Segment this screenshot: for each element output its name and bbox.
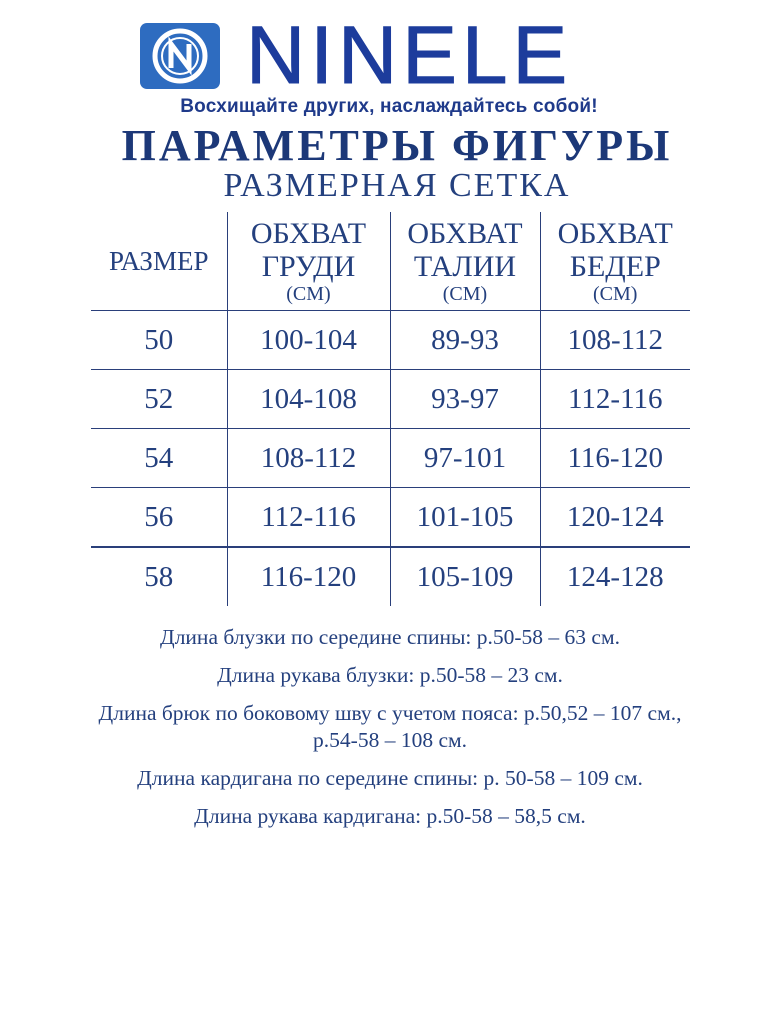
waist-cell: 101-105	[390, 488, 540, 548]
waist-cell: 89-93	[390, 311, 540, 370]
hips-cell: 124-128	[540, 547, 690, 606]
chest-cell: 108-112	[227, 429, 390, 488]
size-cell: 58	[91, 547, 227, 606]
size-cell: 54	[91, 429, 227, 488]
size-chart-table	[91, 212, 690, 606]
note-cardigan-length: Длина кардигана по середине спины: р. 50-58 – 109 см.	[137, 766, 643, 790]
chest-cell: 100-104	[227, 311, 390, 370]
note-blouse-sleeve: Длина рукава блузки: р.50-58 – 23 см.	[217, 663, 563, 687]
size-cell: 56	[91, 488, 227, 548]
note-blouse-length: Длина блузки по середине спины: р.50-58 – 63 см.	[160, 625, 620, 649]
column-header-label: ТАЛИИ	[413, 250, 517, 283]
column-header-hips	[540, 212, 690, 311]
table-row	[91, 370, 690, 429]
slogan: Восхищайте других, наслаждайтесь собой!	[180, 96, 598, 117]
hips-cell: 112-116	[540, 370, 690, 429]
column-header-label: ОБХВАТ	[250, 217, 367, 250]
brand-header	[140, 10, 573, 101]
column-header-label: ОБХВАТ	[407, 217, 523, 250]
table-header-row	[91, 212, 690, 311]
brand-name: NINELE	[246, 10, 573, 101]
column-header-size	[91, 212, 227, 311]
table-row	[91, 429, 690, 488]
waist-cell: 105-109	[390, 547, 540, 606]
size-cell: 50	[91, 311, 227, 370]
ninele-n-logo-icon	[140, 23, 220, 89]
column-header-unit: (СМ)	[593, 283, 638, 305]
column-header-waist	[390, 212, 540, 311]
column-header-chest	[227, 212, 390, 311]
waist-cell: 97-101	[390, 429, 540, 488]
size-cell: 52	[91, 370, 227, 429]
column-header-label: ГРУДИ	[261, 250, 356, 283]
column-header-label: БЕДЕР	[569, 250, 661, 283]
hips-cell: 120-124	[540, 488, 690, 548]
column-header-label: ОБХВАТ	[557, 217, 673, 250]
chest-cell: 104-108	[227, 370, 390, 429]
note-trousers-length: Длина брюк по боковому шву с учетом пояса: р.50,52 – 107 см., р.54-58 – 108 см.	[98, 701, 682, 752]
page-title: ПАРАМЕТРЫ ФИГУРЫ	[121, 121, 673, 170]
column-header-label: РАЗМЕР	[109, 245, 209, 276]
chest-cell: 116-120	[227, 547, 390, 606]
note-cardigan-sleeve: Длина рукава кардигана: р.50-58 – 58,5 см.	[194, 804, 586, 828]
table-row	[91, 311, 690, 370]
page-subtitle: РАЗМЕРНАЯ СЕТКА	[223, 167, 571, 204]
chest-cell: 112-116	[227, 488, 390, 548]
table-row	[91, 547, 690, 606]
hips-cell: 116-120	[540, 429, 690, 488]
table-row	[91, 488, 690, 548]
measurement-notes	[90, 624, 690, 841]
hips-cell: 108-112	[540, 311, 690, 370]
waist-cell: 93-97	[390, 370, 540, 429]
column-header-unit: (СМ)	[286, 283, 331, 305]
column-header-unit: (СМ)	[442, 283, 488, 305]
